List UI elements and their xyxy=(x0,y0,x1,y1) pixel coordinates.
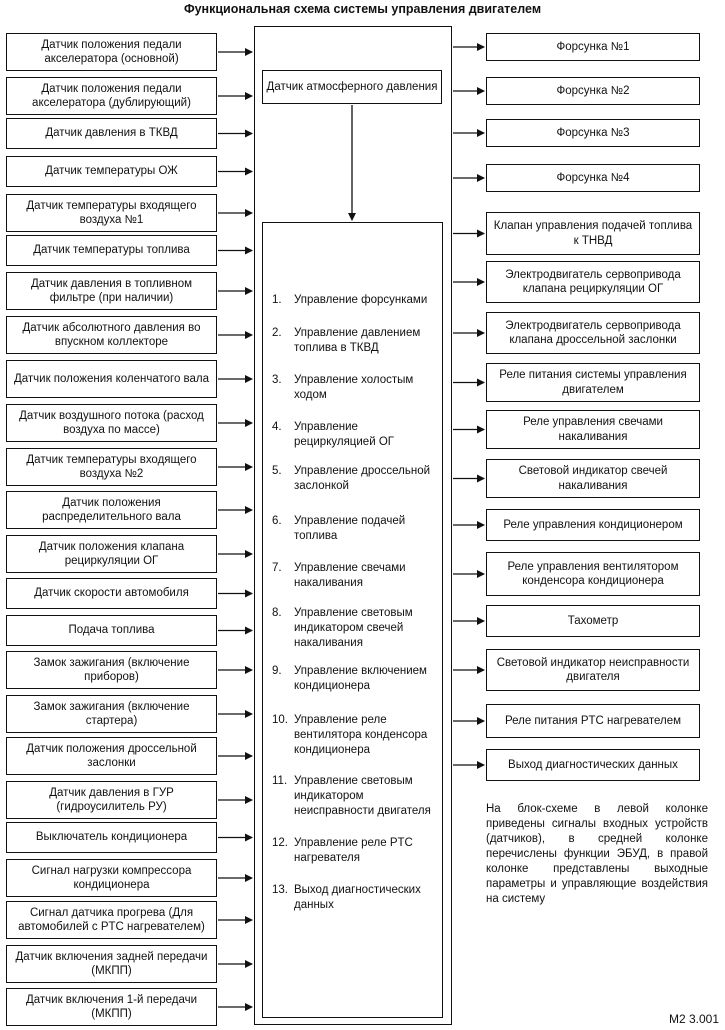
diagram-title: Функциональная схема системы управления двигателем xyxy=(183,2,542,16)
ecu-function-label: Управление холостым ходом xyxy=(294,374,414,401)
atmospheric-pressure-sensor-box: Датчик атмосферного давления xyxy=(262,70,442,104)
input-signal-box: Датчик скорости автомобиля xyxy=(6,578,217,609)
output-signal-box: Реле питания PTC нагревателем xyxy=(486,704,700,738)
output-signal-box: Реле питания системы управления двигателем xyxy=(486,363,700,402)
input-signal-box: Датчик температуры топлива xyxy=(6,235,217,266)
input-signal-box: Замок зажигания (включение приборов) xyxy=(6,651,217,689)
input-signal-box: Датчик температуры входящего воздуха №2 xyxy=(6,448,217,486)
input-signal-box: Датчик давления в топливном фильтре (при наличии) xyxy=(6,272,217,310)
output-signal-box: Световой индикатор свечей накаливания xyxy=(486,459,700,498)
input-signal-box: Датчик давления в ГУР (гидроусилитель РУ) xyxy=(6,781,217,819)
output-signal-box: Форсунка №2 xyxy=(486,77,700,105)
ecu-function-label: Управление световым индикатором неисправности двигателя xyxy=(294,775,431,817)
ecu-function-label: Управление давлением топлива в ТКВД xyxy=(294,327,421,354)
input-signal-box: Датчик абсолютного давления во впускном коллекторе xyxy=(6,316,217,354)
input-signal-box: Датчик положения педали акселератора (дублирующий) xyxy=(6,77,217,115)
ecu-function-label: Управление подачей топлива xyxy=(294,515,406,542)
input-signal-box: Выключатель кондиционера xyxy=(6,822,217,853)
input-signal-box: Замок зажигания (включение стартера) xyxy=(6,695,217,733)
output-signal-box: Выход диагностических данных xyxy=(486,749,700,781)
input-signal-box: Датчик температуры входящего воздуха №1 xyxy=(6,194,217,232)
explanatory-note: На блок-схеме в левой колонке приведены сигналы входных устройств (датчиков), в средней колонке перечислены функции ЭБУД, в правой колонке представлены выходные параметры и управляющие воздействия на систему xyxy=(486,803,708,905)
ecu-function-number: 5. xyxy=(272,465,282,477)
ecu-function-number: 7. xyxy=(272,562,282,574)
input-signal-box: Датчик положения коленчатого вала xyxy=(6,360,217,398)
ecu-function-number: 11. xyxy=(272,775,288,787)
ecu-function-number: 2. xyxy=(272,327,282,339)
ecu-function-label: Управление дроссельной заслонкой xyxy=(294,465,431,492)
ecu-function-label: Управление свечами накаливания xyxy=(294,562,406,589)
input-signal-box: Датчик температуры ОЖ xyxy=(6,156,217,187)
output-signal-box: Форсунка №4 xyxy=(486,164,700,192)
ecu-function-number: 10. xyxy=(272,714,288,726)
ecu-function-label: Управление реле PTC нагревателя xyxy=(294,837,413,864)
ecu-function-number: 3. xyxy=(272,374,282,386)
output-signal-box: Электродвигатель сервопривода клапана дроссельной заслонки xyxy=(486,312,700,354)
ecu-function-number: 12. xyxy=(272,837,288,849)
output-signal-box: Световой индикатор неисправности двигателя xyxy=(486,649,700,691)
input-signal-box: Датчик включения задней передачи (МКПП) xyxy=(6,945,217,983)
output-signal-box: Реле управления вентилятором конденсора кондиционера xyxy=(486,552,700,596)
ecu-function-label: Выход диагностических данных xyxy=(294,884,421,911)
output-signal-box: Форсунка №1 xyxy=(486,33,700,61)
input-signal-box: Датчик включения 1-й передачи (МКПП) xyxy=(6,988,217,1026)
figure-code: M2 3.001 xyxy=(668,1012,719,1026)
output-signal-box: Форсунка №3 xyxy=(486,119,700,147)
ecu-function-label: Управление форсунками xyxy=(294,294,428,306)
output-signal-box: Клапан управления подачей топлива к ТНВД xyxy=(486,212,700,255)
ecu-function-number: 4. xyxy=(272,421,282,433)
ecu-function-label: Управление рециркуляцией ОГ xyxy=(294,421,394,448)
input-signal-box: Датчик воздушного потока (расход воздуха по массе) xyxy=(6,404,217,442)
ecu-function-number: 1. xyxy=(272,294,282,306)
input-signal-box: Подача топлива xyxy=(6,615,217,646)
input-signal-box: Датчик положения распределительного вала xyxy=(6,491,217,529)
ecu-function-label: Управление реле вентилятора конденсора кондиционера xyxy=(294,714,428,756)
input-signal-box: Датчик положения клапана рециркуляции ОГ xyxy=(6,535,217,573)
ecu-function-number: 9. xyxy=(272,665,282,677)
input-signal-box: Датчик давления в ТКВД xyxy=(6,118,217,149)
ecu-function-label: Управление включением кондиционера xyxy=(294,665,427,692)
ecu-function-number: 13. xyxy=(272,884,288,896)
output-signal-box: Электродвигатель сервопривода клапана рециркуляции ОГ xyxy=(486,261,700,303)
ecu-function-label: Управление световым индикатором свечей накаливания xyxy=(294,607,413,649)
input-signal-box: Сигнал датчика прогрева (Для автомобилей с PTC нагревателем) xyxy=(6,901,217,939)
input-signal-box: Сигнал нагрузки компрессора кондиционера xyxy=(6,859,217,897)
output-signal-box: Тахометр xyxy=(486,605,700,637)
input-signal-box: Датчик положения педали акселератора (основной) xyxy=(6,33,217,71)
output-signal-box: Реле управления кондиционером xyxy=(486,509,700,541)
ecu-function-number: 8. xyxy=(272,607,282,619)
input-signal-box: Датчик положения дроссельной заслонки xyxy=(6,737,217,775)
output-signal-box: Реле управления свечами накаливания xyxy=(486,410,700,449)
ecu-function-number: 6. xyxy=(272,515,282,527)
